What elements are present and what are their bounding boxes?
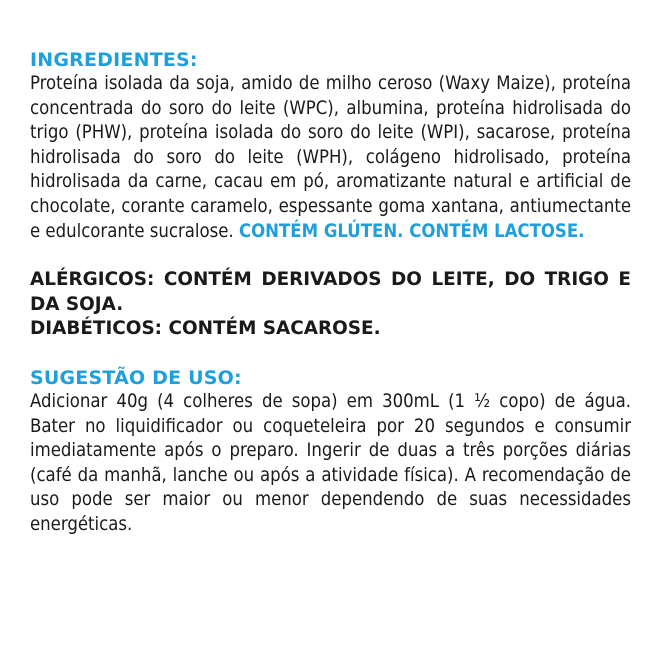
allergens-warning: ALÉRGICOS: CONTÉM DERIVADOS DO LEITE, DO TRIGO E DA SOJA.	[30, 269, 631, 315]
ingredients-text	[30, 72, 631, 244]
ingredients-heading: INGREDIENTES:	[30, 49, 198, 71]
usage-text: Adicionar 40g (4 colheres de sopa) em 300mL (1 ½ copo) de água. Bater no liquidificador ou coqueteleira por 20 segundos e consumir imediatamente após o preparo. Ingerir de duas a três porções diárias (café da manhã, lanche ou após a atividade física). A recomendação de uso pode ser maior ou menor dependendo de suas necessidades energéticas.	[30, 390, 631, 535]
gluten-lactose-notice: CONTÉM GLÚTEN. CONTÉM LACTOSE.	[238, 220, 585, 242]
label-panel	[30, 48, 631, 538]
ingredients-list: Proteína isolada da soja, amido de milho ceroso (Waxy Maize), proteína concentrada do soro do leite (WPC), albumina, proteína hidrolisada do trigo (PHW), proteína isolada do soro do leite (WPI), sacarose, proteína hidrolisada do soro do leite (WPH), colágeno hidrolisado, proteína hidrolisada da carne, cacau em pó, aromatizante natural e artificial de chocolate, corante caramelo, espessante goma xantana, antiumectante e edulcorante sucralose.	[30, 73, 631, 242]
usage-heading: SUGESTÃO DE USO:	[30, 366, 242, 389]
diabetics-warning: DIABÉTICOS: CONTÉM SACAROSE.	[30, 318, 381, 340]
spacer	[30, 244, 631, 268]
spacer	[30, 342, 631, 366]
